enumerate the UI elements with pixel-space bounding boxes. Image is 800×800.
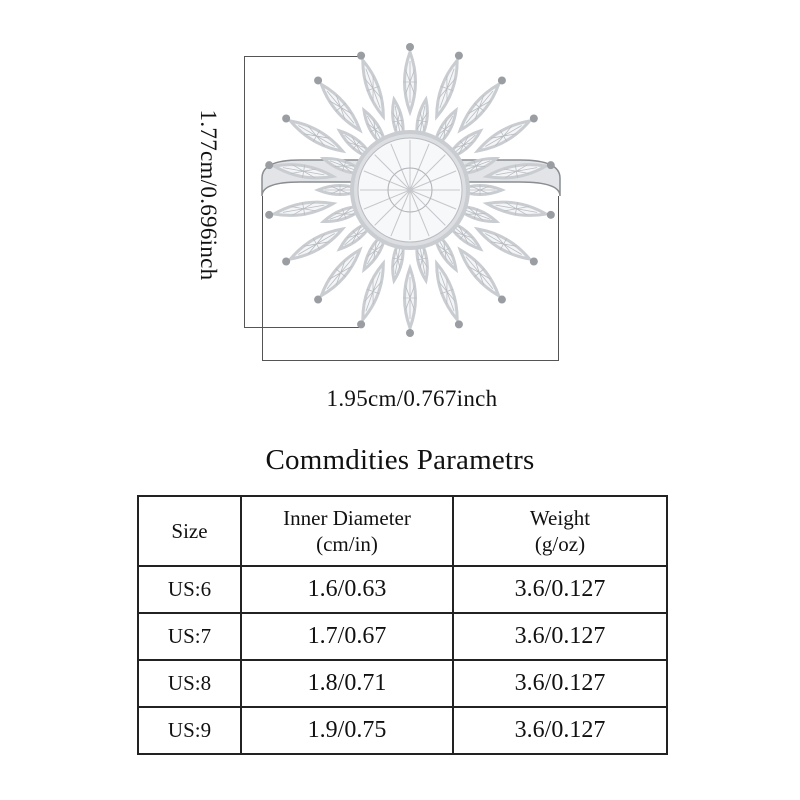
prong — [498, 296, 506, 304]
outer-petal-stone — [474, 223, 533, 264]
prong — [406, 329, 414, 337]
outer-petal-stone — [287, 223, 346, 264]
outer-petal-stone — [403, 268, 416, 328]
outer-petal-stone — [316, 80, 365, 134]
size-column-header — [138, 496, 241, 566]
inner-diameter-column-header — [241, 496, 453, 566]
size-cell: US:9 — [138, 707, 241, 754]
inner-diameter-cell: 1.8/0.71 — [241, 660, 453, 707]
weight-cell: 3.6/0.127 — [453, 613, 667, 660]
outer-petal-stone — [455, 80, 504, 134]
prong — [406, 43, 414, 51]
weight-cell: 3.6/0.127 — [453, 660, 667, 707]
weight-header-label: Weight — [529, 506, 591, 530]
prong — [455, 320, 463, 328]
prong — [314, 76, 322, 84]
outer-petal-stone — [357, 261, 390, 322]
height-dimension-label: 1.77cm/0.696inch — [196, 109, 221, 281]
size-cell: US:7 — [138, 613, 241, 660]
outer-petal-stone — [403, 52, 416, 112]
prong — [530, 115, 538, 123]
prong — [498, 76, 506, 84]
weight-unit-label: (g/oz) — [534, 532, 586, 556]
inner-diameter-cell: 1.7/0.67 — [241, 613, 453, 660]
table-row — [138, 660, 667, 707]
outer-petal-stone — [430, 261, 463, 322]
inner-diameter-cell: 1.6/0.63 — [241, 566, 453, 613]
parameters-title: Commdities Parametrs — [265, 444, 535, 476]
outer-petal-stone — [430, 58, 463, 119]
size-header-label: Size — [171, 519, 208, 543]
prong — [265, 161, 273, 169]
prong — [547, 211, 555, 219]
prong — [357, 320, 365, 328]
outer-petal-stone — [316, 246, 365, 300]
outer-petal-stone — [474, 115, 533, 156]
inner-diameter-unit-label: (cm/in) — [316, 532, 378, 556]
prong — [455, 52, 463, 60]
table-row — [138, 566, 667, 613]
table-row — [138, 707, 667, 754]
weight-cell: 3.6/0.127 — [453, 566, 667, 613]
prong — [530, 258, 538, 266]
table-row — [138, 613, 667, 660]
outer-petal-stone — [486, 197, 547, 220]
size-cell: US:8 — [138, 660, 241, 707]
prong — [265, 211, 273, 219]
prong — [357, 52, 365, 60]
prong — [314, 296, 322, 304]
outer-petal-stone — [287, 115, 346, 156]
outer-petal-stone — [455, 246, 504, 300]
inner-diameter-header-label: Inner Diameter — [283, 506, 411, 530]
table-header-row — [138, 496, 667, 566]
outer-petal-stone — [357, 58, 390, 119]
size-parameters-table — [137, 495, 668, 755]
size-cell: US:6 — [138, 566, 241, 613]
width-dimension-label: 1.95cm/0.767inch — [326, 386, 498, 411]
prong — [282, 258, 290, 266]
prong — [547, 161, 555, 169]
inner-diameter-cell: 1.9/0.75 — [241, 707, 453, 754]
weight-cell: 3.6/0.127 — [453, 707, 667, 754]
prong — [282, 115, 290, 123]
outer-petal-stone — [273, 197, 334, 220]
weight-column-header — [453, 496, 667, 566]
